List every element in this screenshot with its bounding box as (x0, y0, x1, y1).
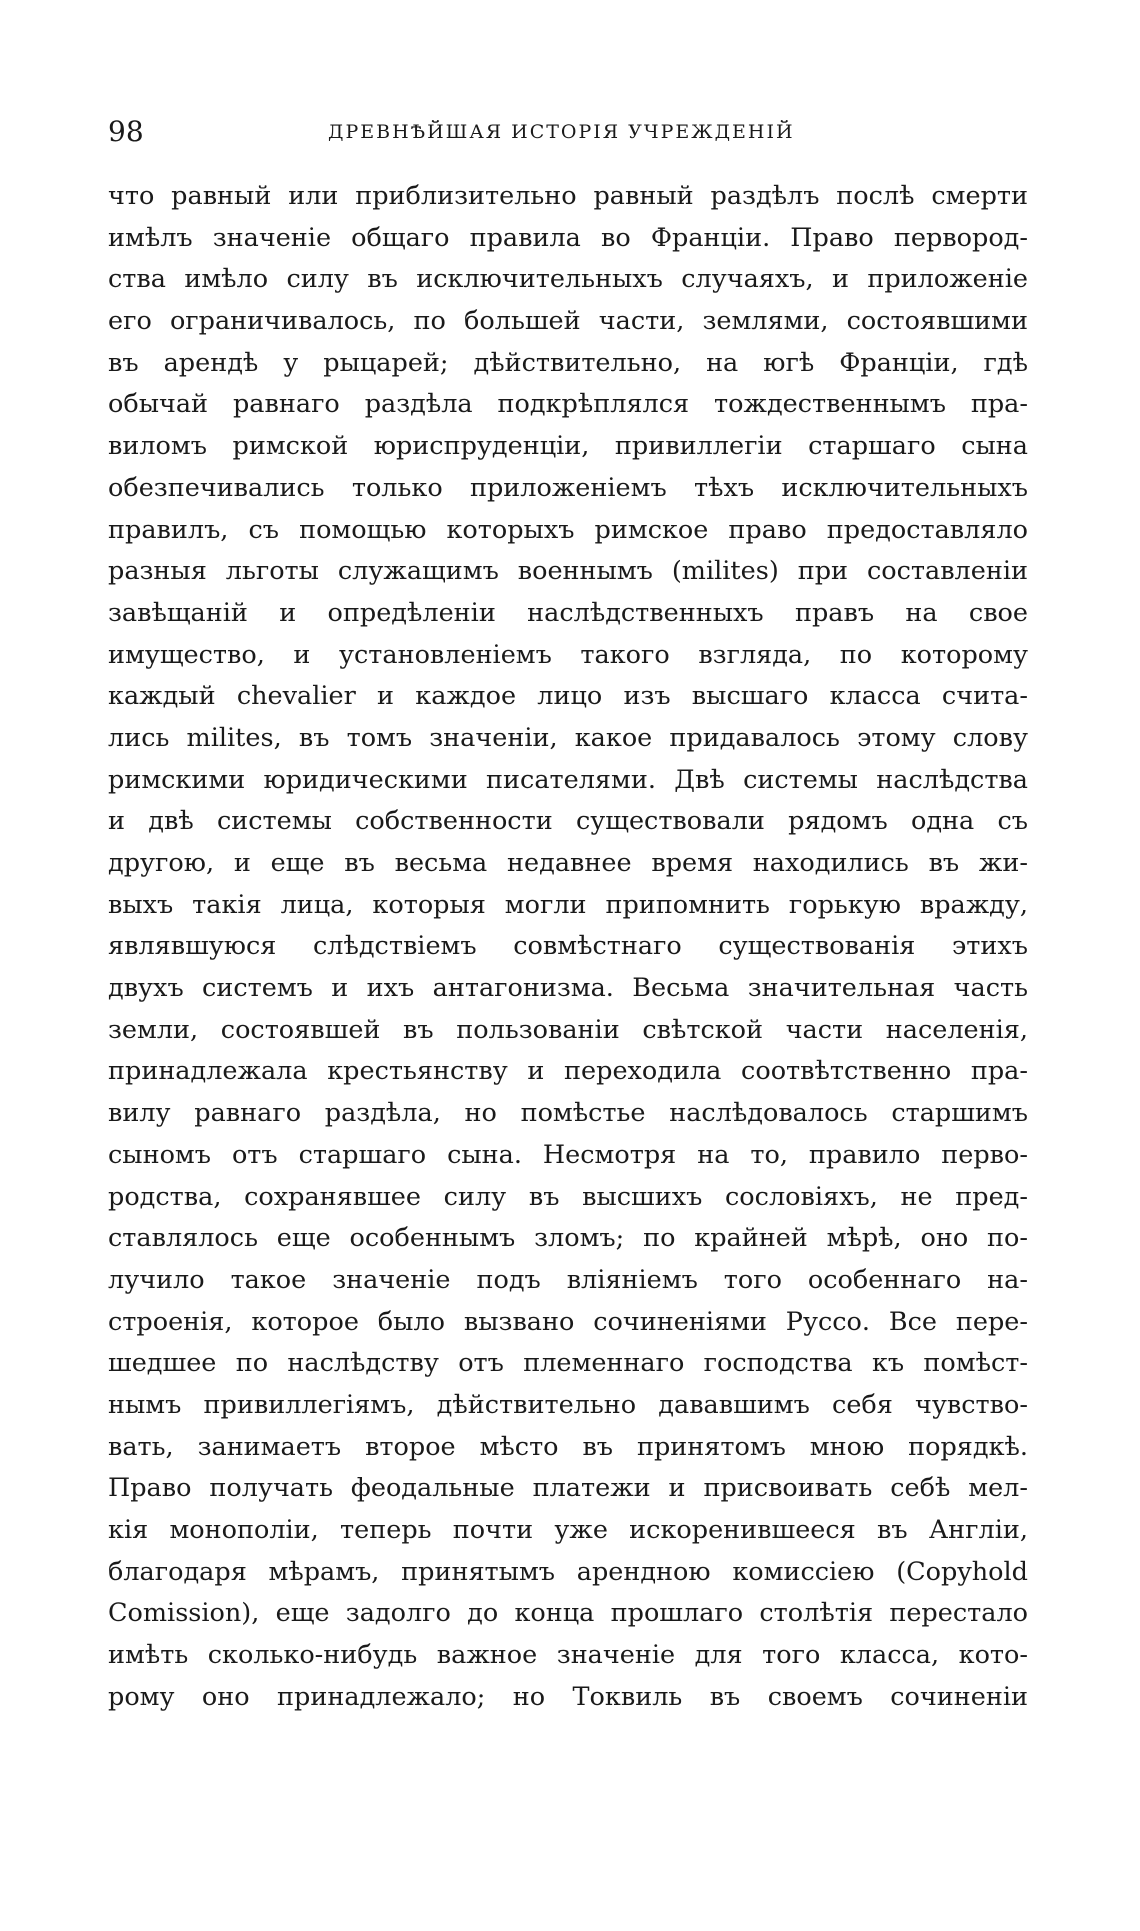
text-line: рому оно принадлежало; но Токвиль въ своемъ сочиненіи (108, 1681, 1028, 1712)
text-line: разныя льготы служащимъ военнымъ (milites) при составленіи (108, 556, 1028, 587)
text-line: являвшуюся слѣдствіемъ совмѣстнаго существованія этихъ (108, 931, 1028, 962)
text-line: завѣщаній и опредѣленіи наслѣдственныхъ правъ на свое (108, 597, 1028, 628)
text-line: обезпечивались только приложеніемъ тѣхъ исключительныхъ (108, 472, 1028, 503)
text-line: что равный или приблизительно равный раздѣлъ послѣ смерти (108, 181, 1028, 211)
text-line: лись milites, въ томъ значеніи, какое придавалось этому слову (108, 722, 1028, 753)
text-line: имѣлъ значеніе общаго правила во Франціи. Право первород- (108, 222, 1028, 253)
text-line: принадлежала крестьянству и переходила соотвѣтственно пра- (108, 1056, 1028, 1087)
text-line: Comission), еще задолго до конца прошлаго столѣтія перестало (108, 1598, 1028, 1629)
text-line: выхъ такія лица, которыя могли припомнить горькую вражду, (108, 889, 1028, 920)
running-title: ДРЕВНѢЙШАЯ ИСТОРІЯ УЧРЕЖДЕНІЙ (328, 121, 795, 143)
text-line: нымъ привиллегіямъ, дѣйствительно дававшимъ себя чувство- (108, 1389, 1028, 1420)
text-line: ства имѣло силу въ исключительныхъ случаяхъ, и приложеніе (108, 264, 1028, 295)
text-line: родства, сохранявшее силу въ высшихъ сословіяхъ, не пред- (108, 1181, 1028, 1212)
text-line: кія монополіи, теперь почти уже искоренившееся въ Англіи, (108, 1515, 1028, 1545)
text-line: сыномъ отъ старшаго сына. Несмотря на то, правило перво- (108, 1139, 1028, 1170)
text-line: обычай равнаго раздѣла подкрѣплялся тождественнымъ пра- (108, 389, 1028, 420)
text-line: имущество, и установленіемъ такого взгляда, по которому (108, 639, 1028, 670)
page-number: 98 (108, 115, 144, 148)
text-line: римскими юридическими писателями. Двѣ системы наслѣдства (108, 764, 1028, 795)
text-line: его ограничивалось, по большей части, землями, состоявшими (108, 306, 1028, 337)
text-line: виломъ римской юриспруденціи, привиллегіи старшаго сына (108, 431, 1028, 462)
text-line: лучило такое значеніе подъ вліяніемъ того особеннаго на- (108, 1264, 1028, 1295)
body-text (108, 176, 1028, 1718)
text-line: вилу равнаго раздѣла, но помѣстье наслѣдовалось старшимъ (108, 1098, 1028, 1129)
text-line: имѣть сколько-нибудь важное значеніе для того класса, кото- (108, 1640, 1028, 1671)
text-line: благодаря мѣрамъ, принятымъ арендною комиссіею (Copyhold (108, 1556, 1028, 1587)
text-line: другою, и еще въ весьма недавнее время находились въ жи- (108, 848, 1028, 878)
text-line: ставлялось еще особеннымъ зломъ; по крайней мѣрѣ, оно по- (108, 1223, 1028, 1254)
text-line: правилъ, съ помощью которыхъ римское право предоставляло (108, 514, 1028, 545)
text-line: вать, занимаетъ второе мѣсто въ принятомъ мною порядкѣ. (108, 1431, 1028, 1462)
text-line: земли, состоявшей въ пользованіи свѣтской части населенія, (108, 1014, 1028, 1045)
text-line: строенія, которое было вызвано сочиненіями Руссо. Все пере- (108, 1306, 1028, 1337)
text-line: въ арендѣ у рыцарей; дѣйствительно, на югѣ Франціи, гдѣ (108, 347, 1028, 378)
text-line: и двѣ системы собственности существовали рядомъ одна съ (108, 806, 1028, 837)
text-line: Право получать феодальные платежи и присвоивать себѣ мел- (108, 1473, 1028, 1504)
text-line: двухъ системъ и ихъ антагонизма. Весьма значительная часть (108, 973, 1028, 1004)
page-header (108, 112, 1028, 152)
text-line: каждый chevalier и каждое лицо изъ высшаго класса счита- (108, 681, 1028, 712)
text-line: шедшее по наслѣдству отъ племеннаго господства къ помѣст- (108, 1348, 1028, 1379)
